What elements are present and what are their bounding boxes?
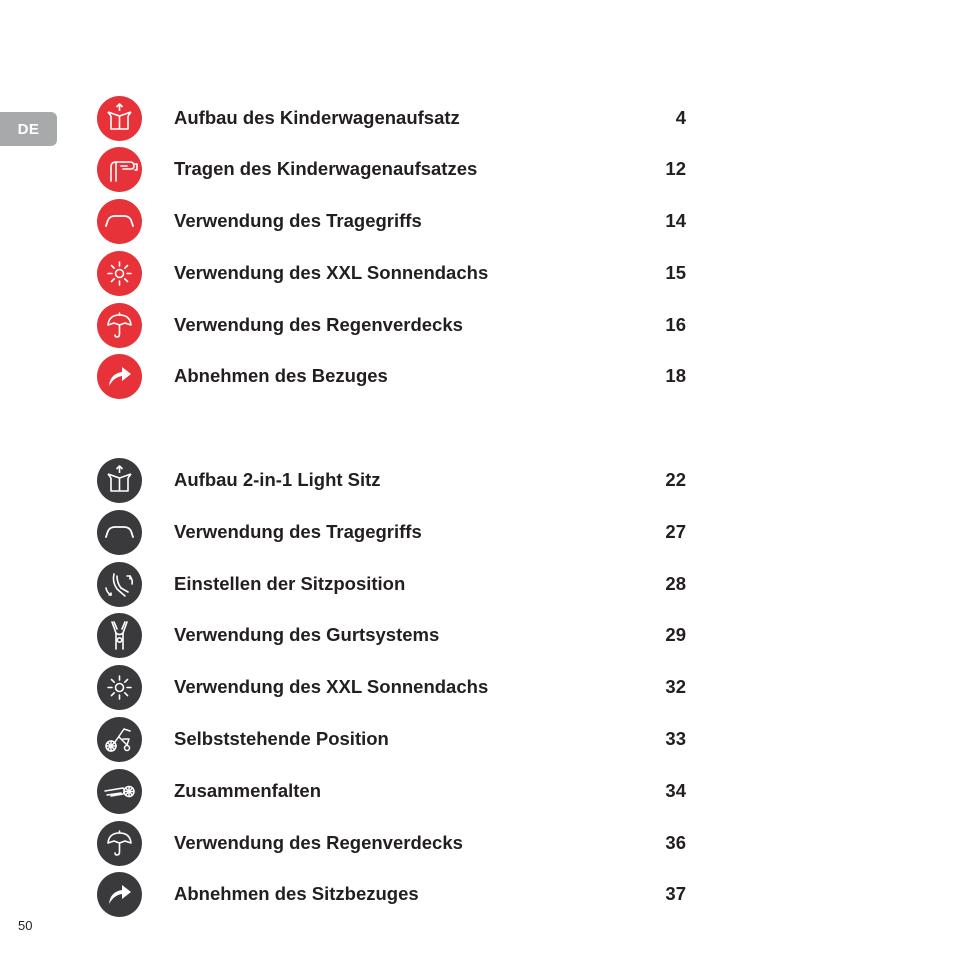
entry-title: Abnehmen des Bezuges <box>174 365 388 386</box>
entry-page: 28 <box>665 573 686 594</box>
standing-stroller-icon <box>97 717 142 762</box>
carry-hand-icon <box>97 147 142 192</box>
arrow-curve-icon <box>97 354 142 399</box>
entry-page: 34 <box>665 780 686 801</box>
entry-page: 18 <box>665 365 686 386</box>
entry-title: Aufbau des Kinderwagenaufsatz <box>174 107 460 128</box>
entry-title: Zusammenfalten <box>174 780 322 801</box>
toc-entry[interactable] <box>97 769 697 815</box>
harness-icon <box>97 613 142 658</box>
entry-page: 16 <box>665 314 686 335</box>
toc-entry[interactable] <box>97 510 697 556</box>
handle-icon <box>97 199 142 244</box>
page-number: 50 <box>18 918 33 933</box>
assembly-box-icon <box>97 96 142 141</box>
entry-page: 12 <box>665 158 686 179</box>
entry-page: 36 <box>665 832 686 853</box>
entry-page: 33 <box>665 728 686 749</box>
toc-entry[interactable] <box>97 199 697 245</box>
assembly-box-icon <box>97 458 142 503</box>
toc-entry[interactable] <box>97 303 697 349</box>
entry-title: Aufbau 2-in-1 Light Sitz <box>174 469 381 490</box>
toc-entry[interactable] <box>97 562 697 608</box>
entry-title: Verwendung des Regenverdecks <box>174 832 463 853</box>
entry-page: 22 <box>665 469 686 490</box>
toc-entry[interactable] <box>97 717 697 763</box>
toc-entry[interactable] <box>97 458 697 504</box>
entry-page: 32 <box>665 676 686 697</box>
entry-page: 15 <box>665 262 686 283</box>
entry-title: Tragen des Kinderwagenaufsatzes <box>174 158 478 179</box>
entry-title: Selbststehende Position <box>174 728 389 749</box>
entry-page: 27 <box>665 521 686 542</box>
sun-icon <box>97 251 142 296</box>
arrow-curve-icon <box>97 872 142 917</box>
entry-title: Verwendung des XXL Sonnendachs <box>174 262 489 283</box>
toc-entry[interactable] <box>97 821 697 867</box>
toc-entry[interactable] <box>97 613 697 659</box>
entry-title: Verwendung des Tragegriffs <box>174 210 422 231</box>
umbrella-icon <box>97 821 142 866</box>
umbrella-icon <box>97 303 142 348</box>
language-tab: DE <box>0 112 57 146</box>
entry-title: Einstellen der Sitzposition <box>174 573 406 594</box>
entry-title: Verwendung des XXL Sonnendachs <box>174 676 489 697</box>
entry-title: Verwendung des Regenverdecks <box>174 314 463 335</box>
seat-position-icon <box>97 562 142 607</box>
toc-entry[interactable] <box>97 147 697 193</box>
toc-entry[interactable] <box>97 96 697 142</box>
toc-entry[interactable] <box>97 251 697 297</box>
sun-icon <box>97 665 142 710</box>
toc-entry[interactable] <box>97 665 697 711</box>
toc-entry[interactable] <box>97 872 697 918</box>
handle-icon <box>97 510 142 555</box>
entry-title: Verwendung des Gurtsystems <box>174 624 440 645</box>
entry-title: Verwendung des Tragegriffs <box>174 521 422 542</box>
entry-page: 4 <box>675 107 686 128</box>
entry-page: 29 <box>665 624 686 645</box>
entry-page: 37 <box>665 883 686 904</box>
toc-entry[interactable] <box>97 354 697 400</box>
folded-stroller-icon <box>97 769 142 814</box>
entry-title: Abnehmen des Sitzbezuges <box>174 883 419 904</box>
entry-page: 14 <box>665 210 686 231</box>
